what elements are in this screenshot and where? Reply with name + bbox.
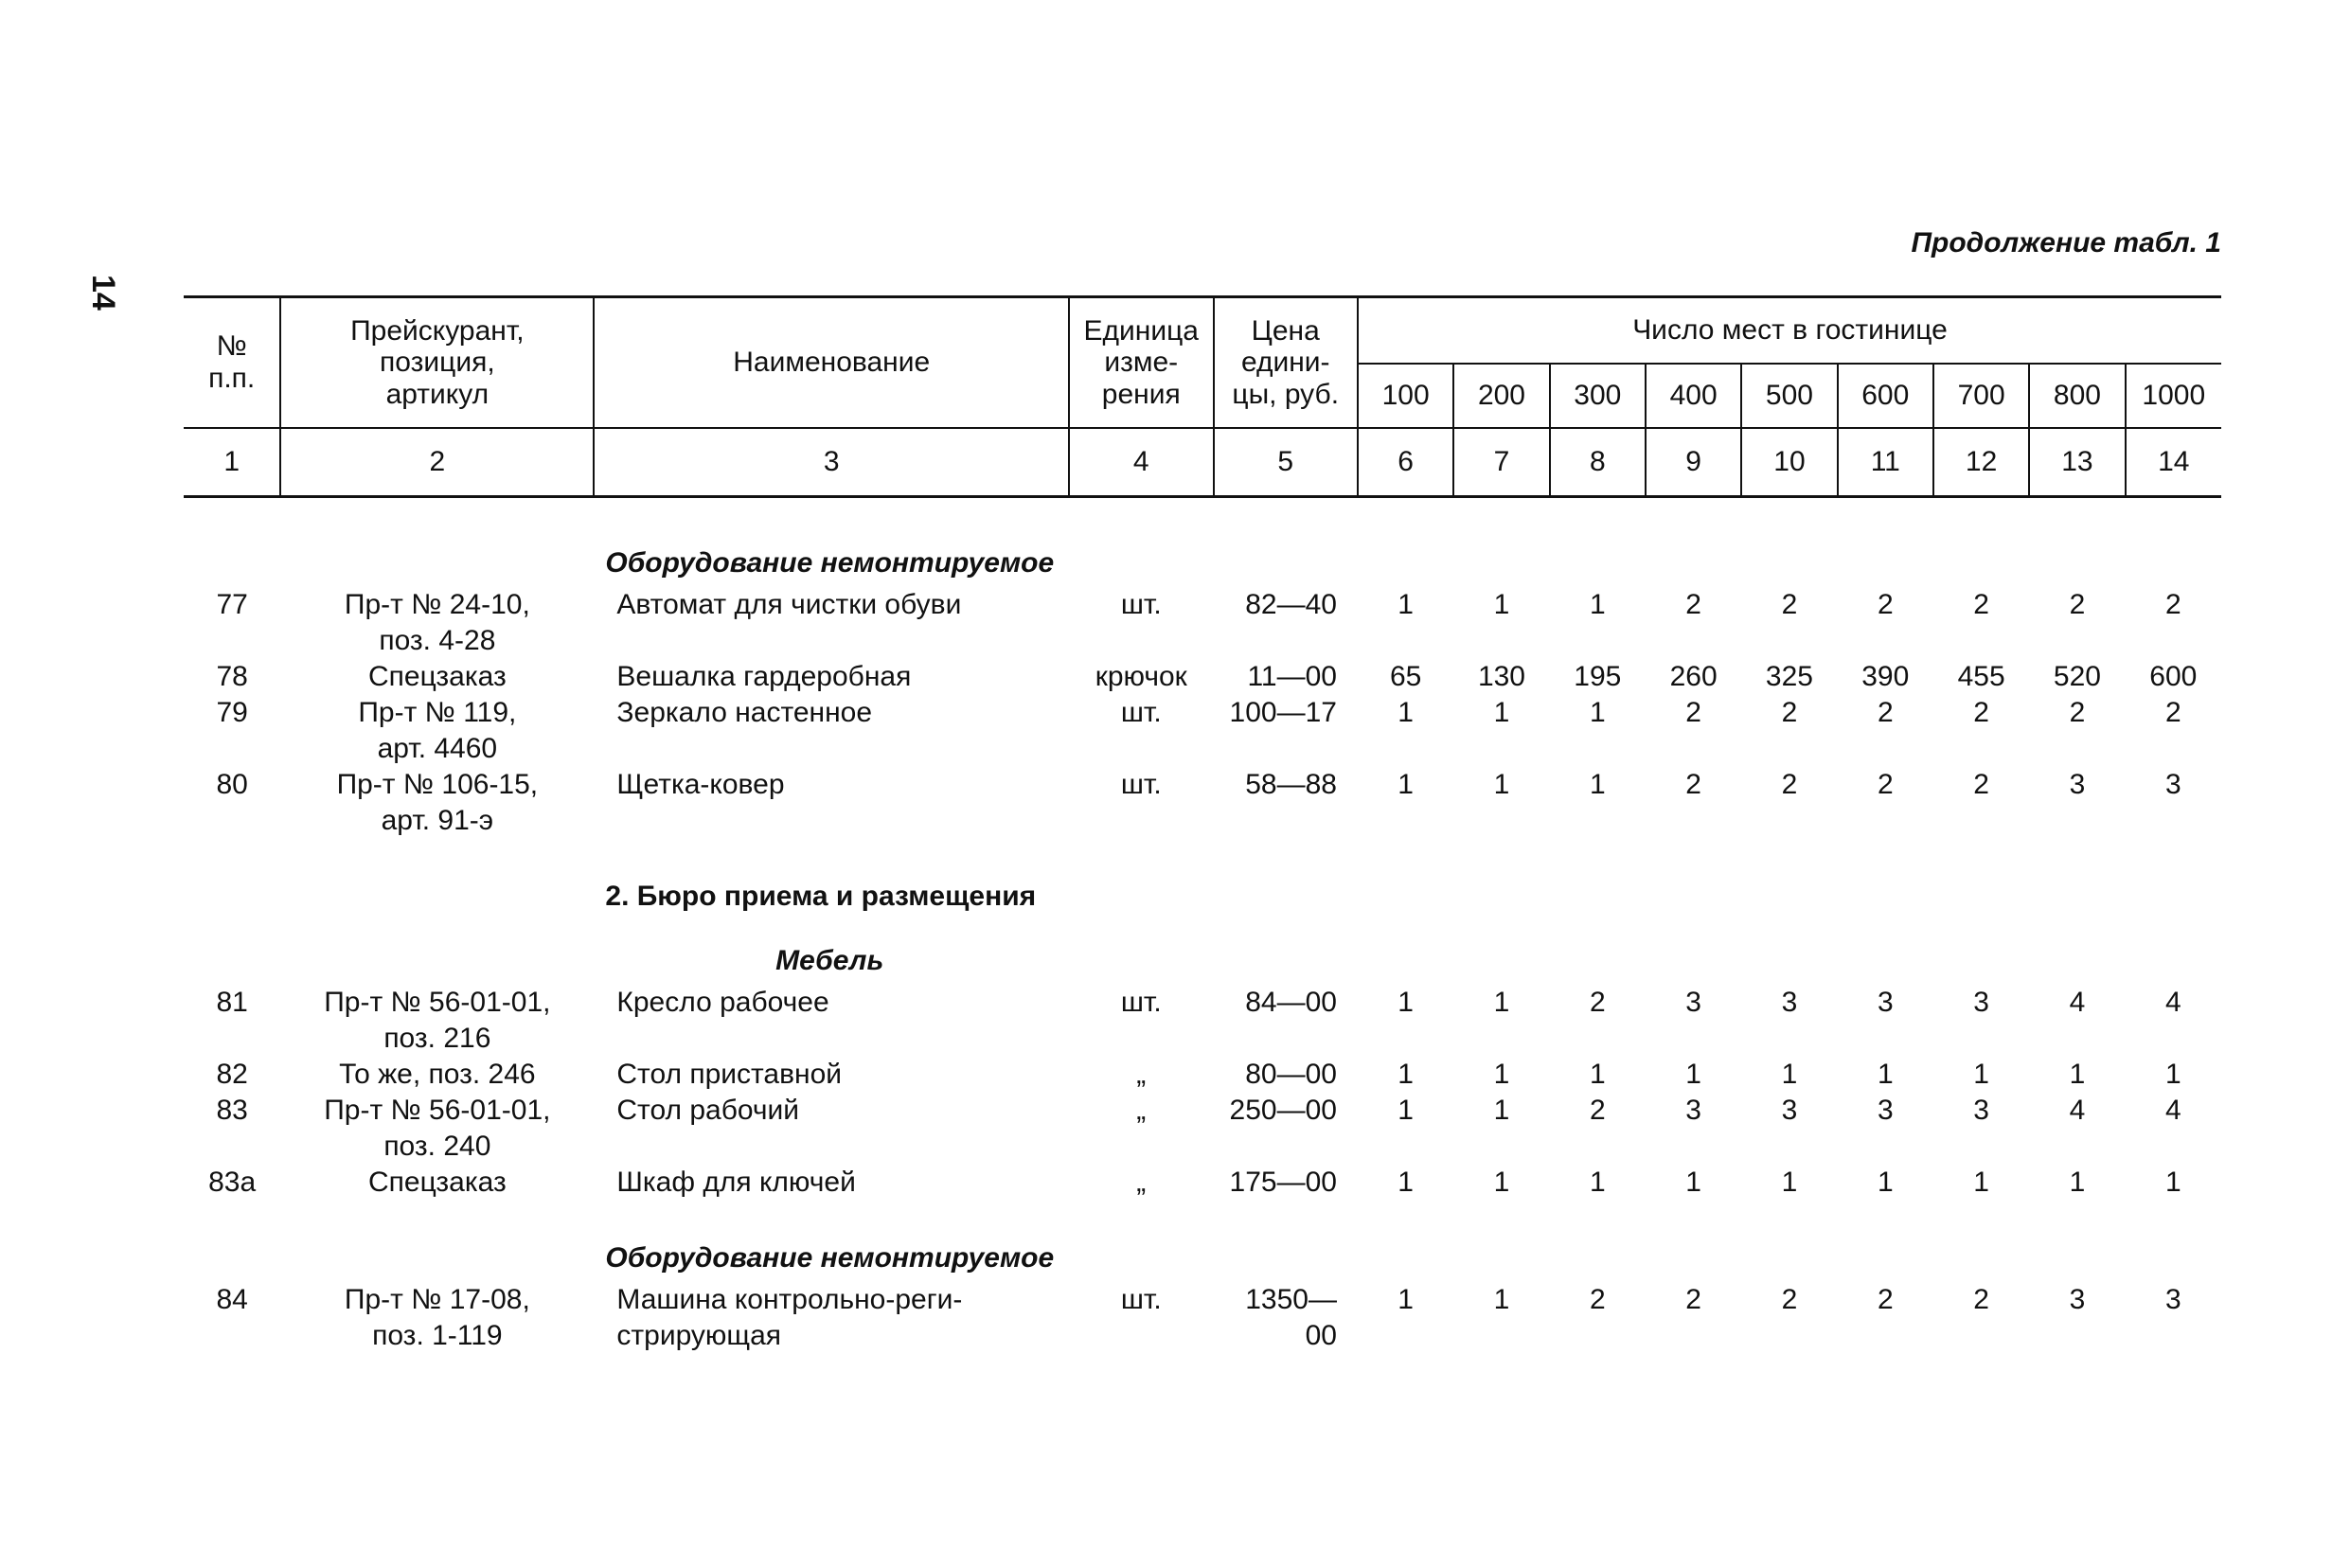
column-number: 3 <box>594 428 1069 497</box>
row-quantity: 2 <box>1781 697 1798 728</box>
column-number: 9 <box>1646 428 1741 497</box>
table-row <box>184 1057 2221 1093</box>
row-quantity: 2 <box>1973 697 1989 728</box>
row-quantity: 1 <box>1685 1059 1701 1090</box>
header-capacity: 1000 <box>2126 364 2221 428</box>
column-number: 12 <box>1933 428 2029 497</box>
column-number: 14 <box>2126 428 2221 497</box>
row-name: Щетка-ковер <box>616 769 785 800</box>
row-name: Зеркало настенное <box>616 697 873 728</box>
row-name: Вешалка гардеробная <box>616 661 912 692</box>
row-number: 84 <box>216 1284 248 1315</box>
row-quantity: 2 <box>1685 697 1701 728</box>
page-number: 14 <box>85 275 121 311</box>
header-capacity: 100 <box>1358 364 1453 428</box>
row-quantity: 3 <box>1973 1095 1989 1126</box>
row-quantity: 3 <box>1685 1095 1701 1126</box>
row-quantity: 3 <box>1973 987 1989 1018</box>
row-quantity: 65 <box>1389 661 1422 692</box>
row-price-list-ref: Пр-т № 56-01-01, поз. 216 <box>324 987 551 1054</box>
row-price: 84—00 <box>1245 987 1337 1018</box>
row-price-list-ref: Пр-т № 119, арт. 4460 <box>358 697 517 764</box>
row-quantity: 3 <box>1781 987 1798 1018</box>
section-title: Оборудование немонтируемое <box>605 1242 1055 1274</box>
row-unit: шт. <box>1120 1284 1162 1315</box>
row-quantity: 1 <box>1398 589 1414 620</box>
row-unit: крючок <box>1095 661 1187 692</box>
row-quantity: 1 <box>1493 1284 1510 1315</box>
row-number: 81 <box>216 987 248 1018</box>
row-price-list-ref: Пр-т № 17-08, поз. 1-119 <box>344 1284 530 1351</box>
row-quantity: 1 <box>1493 987 1510 1018</box>
header-capacity: 800 <box>2029 364 2125 428</box>
row-price: 250—00 <box>1229 1095 1337 1126</box>
row-number: 78 <box>216 661 248 692</box>
row-quantity: 260 <box>1669 661 1718 692</box>
row-quantity: 2 <box>2069 589 2086 620</box>
row-quantity: 1 <box>1493 697 1510 728</box>
row-quantity: 1 <box>1398 1095 1414 1126</box>
column-number: 11 <box>1838 428 1933 497</box>
row-quantity: 2 <box>1973 589 1989 620</box>
row-quantity: 4 <box>2069 1095 2086 1126</box>
row-quantity: 1 <box>1589 1167 1606 1198</box>
row-quantity: 2 <box>1685 1284 1701 1315</box>
row-quantity: 2 <box>1877 769 1894 800</box>
row-quantity: 1 <box>1493 1095 1510 1126</box>
row-unit: шт. <box>1120 987 1162 1018</box>
row-quantity: 1 <box>1493 589 1510 620</box>
section-header <box>184 497 2221 588</box>
header-num: № п.п. <box>184 297 280 429</box>
row-number: 83 <box>216 1095 248 1126</box>
row-unit: „ <box>1136 1167 1147 1198</box>
row-quantity: 1 <box>1685 1167 1701 1198</box>
row-quantity: 2 <box>2164 697 2181 728</box>
column-number: 7 <box>1453 428 1549 497</box>
section-title: Мебель <box>775 945 884 976</box>
row-price: 80—00 <box>1245 1059 1337 1090</box>
row-quantity: 2 <box>1973 1284 1989 1315</box>
row-price: 1350—00 <box>1245 1284 1337 1351</box>
row-quantity: 1 <box>2069 1059 2086 1090</box>
column-number: 1 <box>184 428 280 497</box>
row-quantity: 1 <box>1877 1167 1894 1198</box>
row-quantity: 1 <box>1973 1167 1989 1198</box>
row-quantity: 1 <box>1589 769 1606 800</box>
row-quantity: 2 <box>1877 589 1894 620</box>
table-row <box>184 659 2221 695</box>
row-quantity: 1 <box>1398 1284 1414 1315</box>
row-name: Шкаф для ключей <box>616 1167 856 1198</box>
column-number: 4 <box>1069 428 1213 497</box>
row-quantity: 1 <box>1398 1167 1414 1198</box>
column-number: 8 <box>1550 428 1646 497</box>
section-title: Оборудование немонтируемое <box>605 547 1055 579</box>
row-price: 11—00 <box>1247 661 1337 692</box>
header-price-list: Прейскурант, позиция, артикул <box>280 297 594 429</box>
row-quantity: 1 <box>2164 1167 2181 1198</box>
row-quantity: 2 <box>2164 589 2181 620</box>
header-price: Цена едини- цы, руб. <box>1214 297 1358 429</box>
row-quantity: 1 <box>1398 987 1414 1018</box>
row-quantity: 3 <box>2069 769 2086 800</box>
row-price-list-ref: То же, поз. 246 <box>339 1059 536 1090</box>
row-quantity: 4 <box>2164 987 2181 1018</box>
row-quantity: 130 <box>1477 661 1525 692</box>
section-header <box>184 856 2221 920</box>
table-row <box>184 985 2221 1057</box>
row-quantity: 3 <box>2069 1284 2086 1315</box>
row-quantity: 3 <box>1877 987 1894 1018</box>
row-quantity: 3 <box>2164 769 2181 800</box>
row-quantity: 2 <box>1781 769 1798 800</box>
column-number: 13 <box>2029 428 2125 497</box>
row-quantity: 390 <box>1861 661 1910 692</box>
row-number: 80 <box>216 769 248 800</box>
header-places: Число мест в гостинице <box>1358 297 2221 365</box>
header-capacity: 400 <box>1646 364 1741 428</box>
row-quantity: 2 <box>1781 589 1798 620</box>
header-capacity: 500 <box>1741 364 1837 428</box>
row-quantity: 1 <box>1493 1059 1510 1090</box>
row-quantity: 2 <box>1877 697 1894 728</box>
table-row <box>184 1282 2221 1354</box>
row-unit: „ <box>1136 1059 1147 1090</box>
row-quantity: 1 <box>1781 1059 1798 1090</box>
row-unit: „ <box>1136 1095 1147 1126</box>
row-quantity: 1 <box>1398 769 1414 800</box>
row-quantity: 1 <box>1589 589 1606 620</box>
row-price-list-ref: Спецзаказ <box>367 661 507 692</box>
row-quantity: 2 <box>1781 1284 1798 1315</box>
row-quantity: 2 <box>1589 1095 1606 1126</box>
row-quantity: 1 <box>1493 1167 1510 1198</box>
row-number: 82 <box>216 1059 248 1090</box>
table-row <box>184 587 2221 659</box>
equipment-table <box>184 295 2221 1354</box>
row-name: Машина контрольно-реги- стрирующая <box>616 1284 963 1351</box>
row-price-list-ref: Пр-т № 24-10, поз. 4-28 <box>344 589 530 656</box>
row-quantity: 1 <box>1877 1059 1894 1090</box>
row-quantity: 1 <box>1398 697 1414 728</box>
row-quantity: 1 <box>1589 697 1606 728</box>
header-name: Наименование <box>594 297 1069 429</box>
row-quantity: 3 <box>1685 987 1701 1018</box>
row-quantity: 195 <box>1574 661 1622 692</box>
row-quantity: 3 <box>1781 1095 1798 1126</box>
table-row <box>184 1165 2221 1218</box>
header-capacity: 700 <box>1933 364 2029 428</box>
row-quantity: 2 <box>1877 1284 1894 1315</box>
row-quantity: 1 <box>1398 1059 1414 1090</box>
row-unit: шт. <box>1120 697 1162 728</box>
header-unit: Единица изме- рения <box>1069 297 1213 429</box>
section-header <box>184 920 2221 985</box>
row-name: Кресло рабочее <box>616 987 829 1018</box>
row-quantity: 2 <box>1973 769 1989 800</box>
row-price-list-ref: Пр-т № 56-01-01, поз. 240 <box>324 1095 551 1162</box>
row-quantity: 2 <box>2069 697 2086 728</box>
header-capacity: 600 <box>1838 364 1933 428</box>
header-capacity: 300 <box>1550 364 1646 428</box>
row-name: Стол рабочий <box>616 1095 800 1126</box>
row-price: 82—40 <box>1245 589 1337 620</box>
row-price-list-ref: Пр-т № 106-15, арт. 91-э <box>336 769 539 836</box>
row-number: 83а <box>208 1167 257 1198</box>
row-price: 175—00 <box>1229 1167 1337 1198</box>
row-number: 79 <box>216 697 248 728</box>
row-quantity: 2 <box>1685 769 1701 800</box>
section-header <box>184 1218 2221 1282</box>
row-quantity: 1 <box>1589 1059 1606 1090</box>
row-quantity: 4 <box>2164 1095 2181 1126</box>
table-continuation-caption: Продолжение табл. 1 <box>1911 227 2221 258</box>
row-quantity: 1 <box>2069 1167 2086 1198</box>
row-quantity: 2 <box>1589 1284 1606 1315</box>
row-name: Автомат для чистки обуви <box>616 589 962 620</box>
row-quantity: 1 <box>1493 769 1510 800</box>
row-unit: шт. <box>1120 589 1162 620</box>
row-price: 58—88 <box>1245 769 1337 800</box>
row-quantity: 1 <box>2164 1059 2181 1090</box>
row-quantity: 4 <box>2069 987 2086 1018</box>
row-quantity: 3 <box>2164 1284 2181 1315</box>
column-number: 10 <box>1741 428 1837 497</box>
row-quantity: 3 <box>1877 1095 1894 1126</box>
table-row <box>184 767 2221 856</box>
column-number: 2 <box>280 428 594 497</box>
row-quantity: 600 <box>2149 661 2198 692</box>
row-price-list-ref: Спецзаказ <box>367 1167 507 1198</box>
section-title: 2. Бюро приема и размещения <box>605 881 1037 912</box>
row-number: 77 <box>216 589 248 620</box>
row-quantity: 455 <box>1957 661 2005 692</box>
row-unit: шт. <box>1120 769 1162 800</box>
column-number: 6 <box>1358 428 1453 497</box>
row-quantity: 520 <box>2053 661 2101 692</box>
row-quantity: 1 <box>1973 1059 1989 1090</box>
column-number: 5 <box>1214 428 1358 497</box>
table-row <box>184 1093 2221 1165</box>
row-quantity: 325 <box>1765 661 1813 692</box>
row-quantity: 2 <box>1589 987 1606 1018</box>
row-name: Стол приставной <box>616 1059 843 1090</box>
row-quantity: 1 <box>1781 1167 1798 1198</box>
row-quantity: 2 <box>1685 589 1701 620</box>
table-row <box>184 695 2221 767</box>
header-capacity: 200 <box>1453 364 1549 428</box>
row-price: 100—17 <box>1229 697 1337 728</box>
